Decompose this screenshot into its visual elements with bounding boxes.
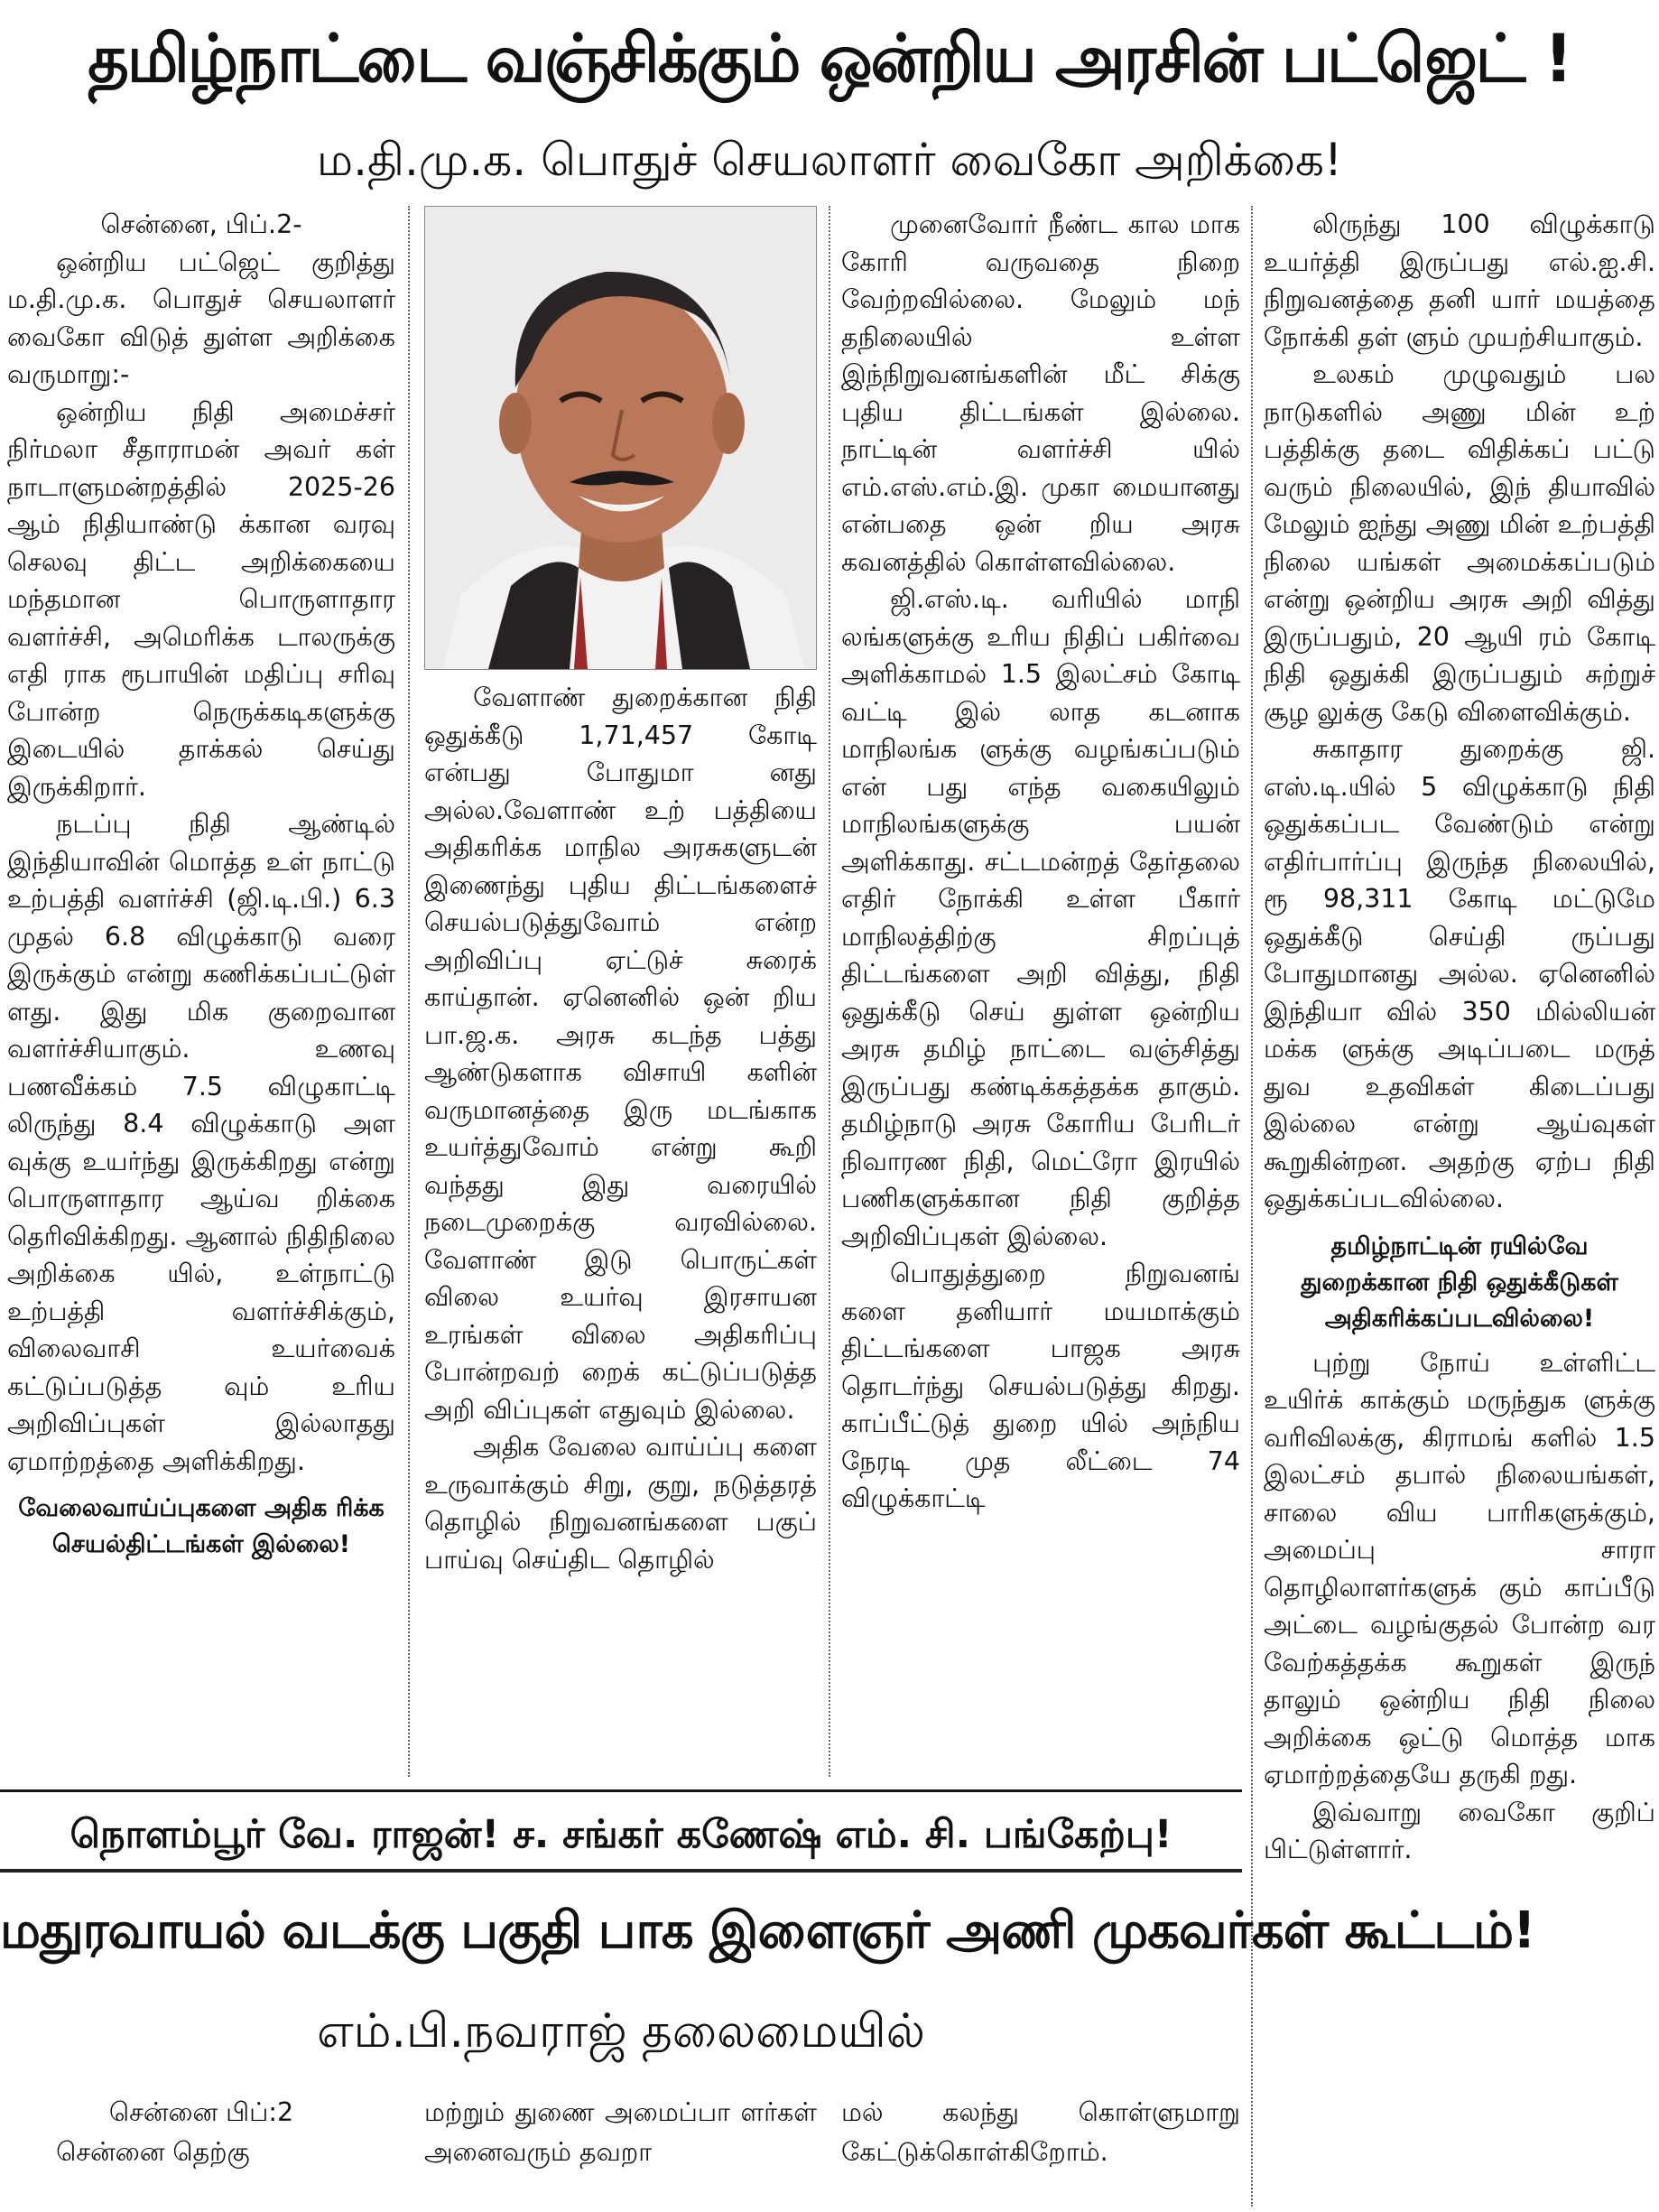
second-story-dateline: சென்னை பிப்:2 <box>108 2097 294 2127</box>
second-story-column-3 <box>841 2093 1240 2210</box>
paragraph: மற்றும் துணை அமைப்பா ளர்கள் அனைவரும் தவறா <box>424 2097 817 2167</box>
sub-headline: ம.தி.மு.க. பொதுச் செயலாளர் வைகோ அறிக்கை! <box>316 134 1343 186</box>
paragraph: ஒன்றிய நிதி அமைச்சர் நிர்மலா சீதாராமன் அவர் கள் நாடாளுமன்றத்தில் 2025-26 ஆம் நிதியாண்டு க்கான வரவு செலவு திட்ட அறிக்கையை மந்தமான பொருளாதார வளர்ச்சி, அமெரிக்க டாலருக்கு எதி ராக ரூபாயின் மதிப்பு சரிவு போன்ற நெருக்கடிகளுக்கு இடையில் தாக்கல் செய்து இருக்கிறார். <box>7 396 395 802</box>
second-story-column-1 <box>7 2093 395 2210</box>
paragraph: சென்னை தெற்கு <box>56 2137 250 2167</box>
article-dateline: சென்னை, பிப்.2- <box>100 209 302 239</box>
article-column-1 <box>7 206 395 1777</box>
paragraph: இவ்வாறு வைகோ குறிப் பிட்டுள்ளார். <box>1264 1797 1655 1864</box>
paragraph: அதிக வேலை வாய்ப்பு களை உருவாக்கும் சிறு, குறு, நடுத்தரத் தொழில் நிறுவனங்களை பகுப் பாய்வு செய்திட தொழில் <box>424 1432 817 1575</box>
paragraph: லிருந்து 100 விழுக்காடு உயர்த்தி இருப்பது எல்.ஐ.சி. நிறுவனத்தை தனி யார் மயத்தை நோக்கி தள் ளும் முயற்சியாகும். <box>1264 209 1655 352</box>
story-separator <box>0 1789 1242 1792</box>
paragraph: உலகம் முழுவதும் பல நாடுகளில் அணு மின் உற் பத்திக்கு தடை விதிக்கப் பட்டு வரும் நிலையில், இந் தியாவில் மேலும் ஐந்து அணு மின் உற்பத்தி நிலை யங்கள் அமைக்கப்படும் என்று ஒன்றிய அரசு அறி வித்து இருப்பதும், 20 ஆயி ரம் கோடி நிதி ஒதுக்கி இருப்பதும் சுற்றுச் சூழ லுக்கு கேடு விளைவிக்கும். <box>1264 359 1655 727</box>
article-column-2 <box>424 679 817 1777</box>
column-divider <box>829 206 830 1777</box>
column-divider <box>408 206 410 1777</box>
paragraph: வேளாண் துறைக்கான நிதி ஒதுக்கீடு 1,71,457 கோடி என்பது போதுமா னது அல்ல.வேளாண் உற் பத்தியை அதிகரிக்க மாநில அரசுகளுடன் இணைந்து புதிய திட்டங்களைச் செயல்படுத்துவோம் என்ற அறிவிப்பு ஏட்டுச் சுரைக் காய்தான். ஏனெனில் ஒன் றிய பா.ஜ.க. அரசு கடந்த பத்து ஆண்டுகளாக விசாயி களின் வருமானத்தை இரு மடங்காக உயர்த்துவோம் என்று கூறி வந்தது இது வரையில் நடைமுறைக்கு வரவில்லை. வேளாண் இடு பொருட்கள் விலை உயர்வு இரசாயன உரங்கள் விலை அதிகரிப்பு போன்றவற் றைக் கட்டுப்படுத்த அறி விப்புகள் எதுவும் இல்லை. <box>424 683 817 1425</box>
paragraph: ஒன்றிய பட்ஜெட் குறித்து ம.தி.மு.க. பொதுச் செயலாளர் வைகோ விடுத் துள்ள அறிக்கை வருமாறு:- <box>7 246 395 389</box>
portrait-image <box>425 207 816 669</box>
subhead-jobs: வேலைவாய்ப்புகளை அதிக ரிக்க செயல்திட்டங்கள் இல்லை! <box>18 1494 385 1558</box>
second-story-column-2 <box>424 2093 817 2210</box>
article-column-3 <box>841 206 1240 1777</box>
vaiko-photo <box>424 206 817 670</box>
main-headline: தமிழ்நாட்டை வஞ்சிக்கும் ஒன்றிய அரசின் பட்ஜெட் ! <box>88 19 1571 98</box>
paragraph: ஜி.எஸ்.டி. வரியில் மாநி லங்களுக்கு உரிய நிதிப் பகிர்வை அளிக்காமல் 1.5 இலட்சம் கோடி வட்டி இல் லாத கடனாக மாநிலங்க ளுக்கு வழங்கப்படும் என் பது எந்த வகையிலும் மாநிலங்களுக்கு பயன் அளிக்காது. சட்டமன்றத் தேர்தலை எதிர் நோக்கி உள்ள பீகார் மாநிலத்திற்கு சிறப்புத் திட்டங்களை அறி வித்து, நிதி ஒதுக்கீடு செய் துள்ள ஒன்றிய அரசு தமிழ் நாட்டை வஞ்சித்து இருப்பது கண்டிக்கத்தக்க தாகும். தமிழ்நாடு அரசு கோரிய பேரிடர் நிவாரண நிதி, மெட்ரோ இரயில் பணிகளுக்கான நிதி குறித்த அறிவிப்புகள் இல்லை. <box>841 584 1240 1251</box>
paragraph: புற்று நோய் உள்ளிட்ட உயிர்க் காக்கும் மருந்துக ளுக்கு வரிவிலக்கு, கிராமங் களில் 1.5 இலட்சம் தபால் நிலையங்கள், சாலை விய பாரிகளுக்கும், அமைப்பு சாரா தொழிலாளர்களுக் கும் காப்பீடு அட்டை வழங்குதல் போன்ற வர வேற்கத்தக்க கூறுகள் இருந் தாலும் ஒன்றிய நிதி நிலை அறிக்கை ஒட்டு மொத்த மாக ஏமாற்றத்தையே தருகி றது. <box>1264 1347 1655 1789</box>
paragraph: முனைவோர் நீண்ட கால மாக கோரி வருவதை நிறை வேற்றவில்லை. மேலும் மந் தநிலையில் உள்ள இந்நிறுவனங்களின் மீட் சிக்கு புதிய திட்டங்கள் இல்லை. நாட்டின் வளர்ச்சி யில் எம்.எஸ்.எம்.இ. முகா மையானது என்பதை ஒன் றிய அரசு கவனத்தில் கொள்ளவில்லை. <box>841 209 1240 577</box>
paragraph: சுகாதார துறைக்கு ஜி. எஸ்.டி.யில் 5 விழுக்காடு நிதி ஒதுக்கப்பட வேண்டும் என்று எதிர்பார்ப்பு இருந்த நிலையில், ரூ 98,311 கோடி மட்டுமே ஒதுக்கீடு செய்தி ருப்பது போதுமானது அல்ல. ஏனெனில் இந்தியா வில் 350 மில்லியன் மக்க ளுக்கு அடிப்படை மருத் துவ உதவிகள் கிடைப்பது இல்லை என்று ஆய்வுகள் கூறுகின்றன. அதற்கு ஏற்ப நிதி ஒதுக்கப்படவில்லை. <box>1264 734 1655 1213</box>
paragraph: மல் கலந்து கொள்ளுமாறு கேட்டுக்கொள்கிறோம். <box>841 2097 1240 2167</box>
subhead-railway: தமிழ்நாட்டின் ரயில்வே துறைக்கான நிதி ஒதுக்கீடுகள் அதிகரிக்கப்படவில்லை! <box>1301 1231 1618 1333</box>
paragraph: பொதுத்துறை நிறுவனங் களை தனியார் மயமாக்கும் திட்டங்களை பாஜக அரசு தொடர்ந்து செயல்படுத்து கிறது. காப்பீட்டுத் துறை யில் அந்நிய நேரடி முத லீட்டை 74 விழுக்காட்டி <box>841 1259 1240 1513</box>
second-story-deck: எம்.பி.நவராஜ் தலைமையில் <box>317 2004 925 2059</box>
second-story-kicker: நொளம்பூர் வே. ராஜன்! ச. சங்கர் கணேஷ் எம். சி. பங்கேற்பு! <box>0 1800 1242 1873</box>
second-story-headline: மதுரவாயல் வடக்கு பகுதி பாக இளைஞர் அணி முகவர்கள் கூட்டம்! <box>0 1901 1535 1960</box>
paragraph: நடப்பு நிதி ஆண்டில் இந்தியாவின் மொத்த உள் நாட்டு உற்பத்தி வளர்ச்சி (ஜி.டி.பி.) 6.3 முதல் 6.8 விழுக்காடு வரை இருக்கும் என்று கணிக்கப்பட்டுள் ளது. இது மிக குறைவான வளர்ச்சியாகும். உணவு பணவீக்கம் 7.5 விழுகாட்டி லிருந்து 8.4 விழுக்காடு அள வுக்கு உயர்ந்து இருக்கிறது என்று பொருளாதார ஆய்வ றிக்கை தெரிவிக்கிறது. ஆனால் நிதிநிலை அறிக்கை யில், உள்நாட்டு உற்பத்தி வளர்ச்சிக்கும், விலைவாசி உயர்வைக் கட்டுப்படுத்த வும் உரிய அறிவிப்புகள் இல்லாதது ஏமாற்றத்தை அளிக்கிறது. <box>7 809 395 1476</box>
